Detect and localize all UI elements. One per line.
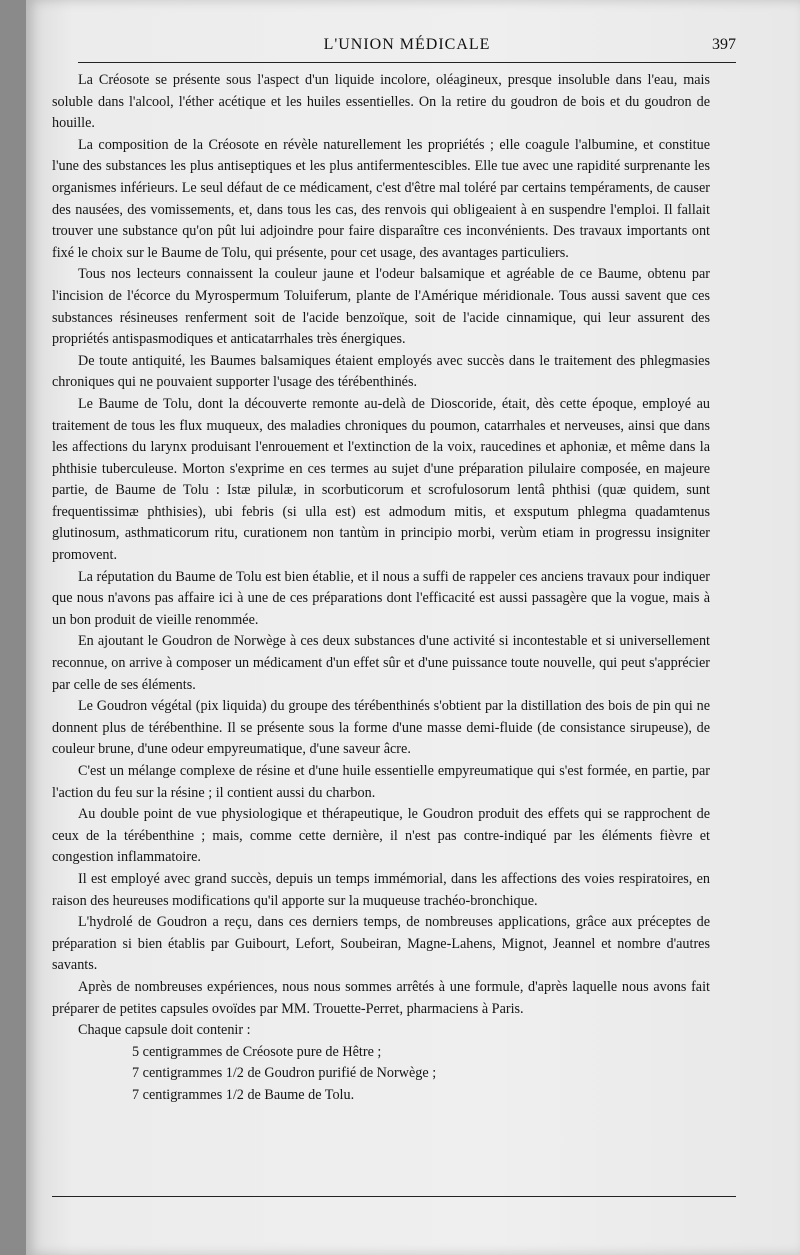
paragraph: C'est un mélange complexe de résine et d'une huile essentielle empyreumatique qui s'est formée, en partie, par l'action du feu sur la résine ; il contient aussi du charbon. <box>52 763 710 801</box>
paragraph: Le Goudron végétal (pix liquida) du groupe des térébenthinés s'obtient par la distillation des bois de pin qui ne donnent plus de térébenthine. Il se présente sous la forme d'une masse demi-fluide (de consistance sirupeuse), de couleur brune, d'une odeur empyreumatique, d'une saveur âcre. <box>52 698 710 758</box>
paragraph: Le Baume de Tolu, dont la découverte remonte au-delà de Dioscoride, était, dès cette époque, employé au traitement de tous les flux muqueux, des maladies chroniques du poumon, catarrhales et nerveuses, ainsi que dans les affections du larynx produisant l'enrouement et l'extinction de la voix, raucedines et aphoniæ, et même dans la phthisie tuberculeuse. Morton s'exprime en ces termes au sujet d'une préparation pilulaire composée, en majeure partie, de Baume de Tolu : Istæ pilulæ, in scorbuticorum et scrofulosorum lentâ phthisi (quæ quidem, sunt frequentissimæ phthisies), ubi febris (si ulla est) est admodum mitis, et exsputum phlegma quadamtenus glutinosum, asthmaticorum ritu, curationem non tantùm in principio morbi, verùm etiam in progressu insigniter promovent. <box>52 395 710 564</box>
page-header <box>78 30 736 63</box>
paragraph: La composition de la Créosote en révèle naturellement les propriétés ; elle coagule l'albumine, et constitue l'une des substances les plus antiseptiques et les plus antifermentescibles. Elle tue avec une rapidité surprenante les organismes inférieurs. Le seul défaut de ce médicament, c'est d'être mal toléré par certains tempéraments, de causer des nausées, des vomissements, et, dans tous les cas, des renvois qui obligeaient à en suspendre l'emploi. Il fallait trouver une substance qu'on pût lui adjoindre pour faire disparaître ces inconvénients. Des travaux importants ont fixé le choix sur le Baume de Tolu, qui présente, pour cet usage, des avantages particuliers. <box>52 136 710 261</box>
article-body <box>52 70 710 1107</box>
paragraph: L'hydrolé de Goudron a reçu, dans ces derniers temps, de nombreuses applications, grâce aux préceptes de préparation si bien établis par Guibourt, Lefort, Soubeiran, Magne-Lahens, Mignot, Jeannel et nombre d'autres savants. <box>52 914 710 974</box>
paragraph: Chaque capsule doit contenir : <box>78 1022 251 1039</box>
paragraph: Il est employé avec grand succès, depuis un temps immémorial, dans les affections des voies respiratoires, en raison des heureuses modifications qu'il apporte sur la muqueuse trachéo-bronchique. <box>52 870 710 909</box>
formula-item: 7 centigrammes 1/2 de Baume de Tolu. <box>132 1086 355 1103</box>
page-number: 397 <box>712 36 736 53</box>
running-title: L'UNION MÉDICALE <box>323 36 491 53</box>
paragraph: La Créosote se présente sous l'aspect d'un liquide incolore, oléagineux, presque insoluble dans l'eau, mais soluble dans l'alcool, l'éther acétique et les huiles essentielles. On la retire du goudron de bois et du goudron de houille. <box>52 72 710 132</box>
bottom-rule <box>52 1196 736 1197</box>
paragraph: Tous nos lecteurs connaissent la couleur jaune et l'odeur balsamique et agréable de ce Baume, obtenu par l'incision de l'écorce du Myrospermum Toluiferum, plante de l'Amérique méridionale. Tous aussi savent que ces substances résineuses renferment soit de l'acide benzoïque, soit de l'acide cinnamique, qui leur assurent des propriétés antispasmodiques et anticatarrhales très énergiques. <box>52 266 710 348</box>
paragraph: En ajoutant le Goudron de Norwège à ces deux substances d'une activité si incontestable et si universellement reconnue, on arrive à composer un médicament d'un effet sûr et d'une puissance toute nouvelle, qui peut s'apprécier par celle de ses éléments. <box>52 633 710 693</box>
formula-item: 7 centigrammes 1/2 de Goudron purifié de Norwège ; <box>132 1065 437 1082</box>
formula-item: 5 centigrammes de Créosote pure de Hêtre ; <box>132 1043 382 1060</box>
paragraph: De toute antiquité, les Baumes balsamiques étaient employés avec succès dans le traitement des phlegmasies chroniques qui ne pouvaient supporter l'usage des térébenthinés. <box>52 352 710 391</box>
capsule-formula <box>52 1042 710 1107</box>
paragraph: La réputation du Baume de Tolu est bien établie, et il nous a suffi de rappeler ces anciens travaux pour indiquer que nous n'avons pas affaire ici à une de ces préparations dont l'efficacité est aussi passagère que la vogue, mais à un bon produit de vieille renommée. <box>52 568 710 628</box>
paragraph: Après de nombreuses expériences, nous nous sommes arrêtés à une formule, d'après laquelle nous avons fait préparer de petites capsules ovoïdes par MM. Trouette-Perret, pharmaciens à Paris. <box>52 978 710 1017</box>
paragraph: Au double point de vue physiologique et thérapeutique, le Goudron produit des effets qui se rapprochent de ceux de la térébenthine ; mais, comme cette dernière, il n'est pas contre-indiqué par les éléments fièvre et congestion inflammatoire. <box>52 806 710 866</box>
